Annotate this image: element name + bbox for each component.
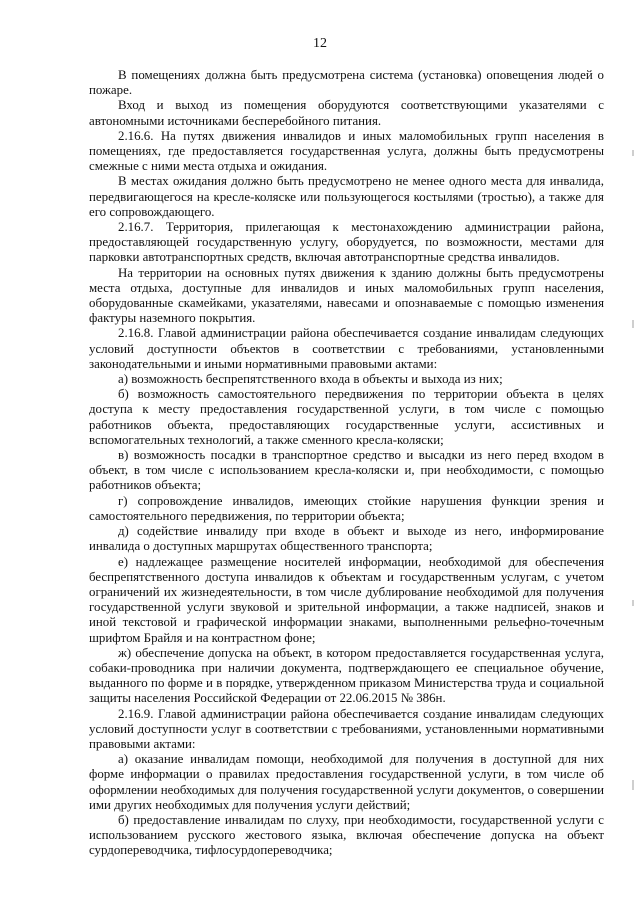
list-item: ж) обеспечение допуска на объект, в котором предоставляется государственная услуга, собаки-проводника при наличии документа, подтверждающего ее специальное обучение, выданного по форме и в порядке, утвержденном приказом Министерства труда и социальной защиты населения Российской Федерации от 22.06.2015 № 386н. <box>89 645 604 706</box>
document-body <box>89 68 604 859</box>
page-number: 12 <box>313 36 327 51</box>
paragraph: В помещениях должна быть предусмотрена система (установка) оповещения людей о пожаре. <box>89 68 604 98</box>
list-item: б) возможность самостоятельного передвижения по территории объекта в целях доступа к месту предоставления государственной услуги, в том числе с помощью работников объекта, предоставляющих государственные услуги, ассистивных и вспомогательных технологий, а также сменного кресла-коляски; <box>89 387 604 447</box>
scan-edge-mark <box>632 780 634 790</box>
scan-edge-mark <box>632 600 634 606</box>
scan-edge-mark <box>632 320 634 328</box>
paragraph: 2.16.6. На путях движения инвалидов и иных маломобильных групп населения в помещениях, где предоставляется государственная услуга, должны быть предусмотрены смежные с ними места отдыха и ожидания. <box>89 128 604 174</box>
paragraph: 2.16.7. Территория, прилегающая к местонахождению администрации района, предоставляющей государственную услугу, оборудуется, по возможности, местами для парковки автотранспортных средств, включая автотранспортные средства инвалидов. <box>89 220 604 265</box>
paragraph: На территории на основных путях движения к зданию должны быть предусмотрены места отдыха, доступные для инвалидов и иных маломобильных групп населения, оборудованные скамейками, указателями, навесами и опознаваемые с помощью изменения фактуры наземного покрытия. <box>89 265 604 326</box>
list-item: г) сопровождение инвалидов, имеющих стойкие нарушения функции зрения и самостоятельного передвижения, по территории объекта; <box>89 493 604 523</box>
list-item: в) возможность посадки в транспортное средство и высадки из него перед входом в объект, в том числе с использованием кресла-коляски и, при необходимости, с помощью работников объекта; <box>89 448 604 493</box>
paragraph: В местах ожидания должно быть предусмотрено не менее одного места для инвалида, передвигающегося на кресле-коляске или пользующегося костылями (тростью), а также для его сопровождающего. <box>89 174 604 219</box>
paragraph: Вход и выход из помещения оборудуются соответствующими указателями с автономными источниками бесперебойного питания. <box>89 98 604 128</box>
list-item: б) предоставление инвалидам по слуху, при необходимости, государственной услуги с использованием русского жестового языка, включая обеспечение допуска на объект сурдопереводчика, тифлосурдопереводчика; <box>89 812 604 858</box>
list-item: а) оказание инвалидам помощи, необходимой для получения в доступной для них форме информации о правилах предоставления государственной услуги, в том числе об оформлении необходимых для получения государственной услуги документов, о совершении ими других необходимых для получения услуги действий; <box>89 752 604 812</box>
list-item: е) надлежащее размещение носителей информации, необходимой для обеспечения беспрепятственного доступа инвалидов к объектам и государственным услугам, с учетом ограничений их жизнедеятельности, в том числе дублирование необходимой для получения государственной услуги звуковой и зрительной информации, а также надписей, знаков и иной текстовой и графической информации знаками, выполненными рельефно-точечным шрифтом Брайля и на контрастном фоне; <box>89 554 604 645</box>
paragraph: 2.16.9. Главой администрации района обеспечивается создание инвалидам следующих условий доступности услуг в соответствии с требованиями, установленными нормативными правовыми актами: <box>89 706 604 751</box>
list-item: д) содействие инвалиду при входе в объект и выходе из него, информирование инвалида о доступных маршрутах общественного транспорта; <box>89 524 604 554</box>
scan-edge-mark <box>632 150 634 156</box>
list-item: а) возможность беспрепятственного входа в объекты и выхода из них; <box>118 372 503 387</box>
paragraph: 2.16.8. Главой администрации района обеспечивается создание инвалидам следующих условий доступности объектов в соответствии с требованиями, установленными законодательными и иными нормативными правовыми актами: <box>89 326 604 371</box>
